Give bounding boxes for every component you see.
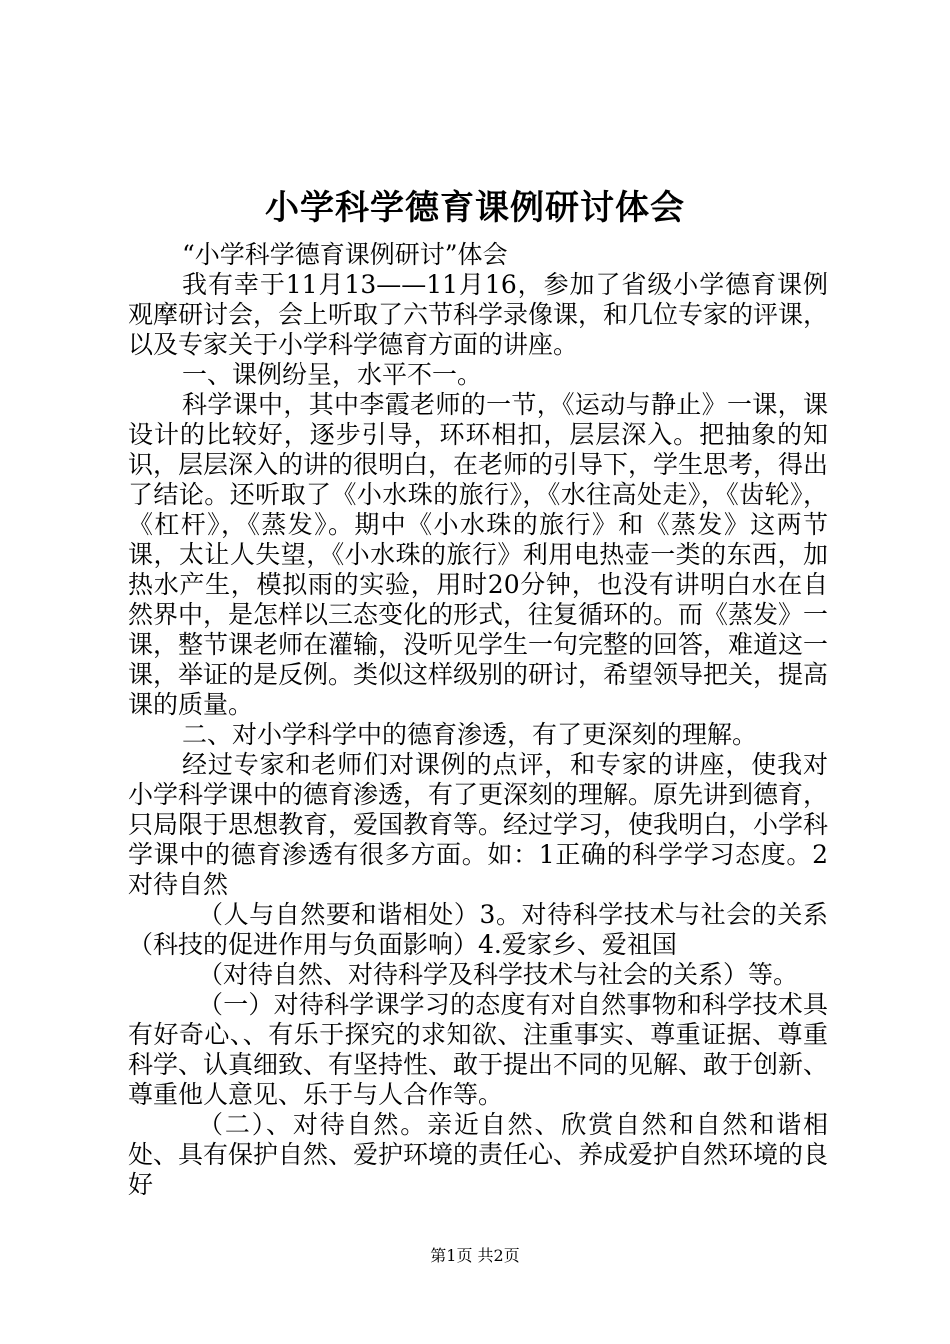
section-2-paragraph: 经过专家和老师们对课例的点评，和专家的讲座，使我对小学科学课中的德育渗透，有了更深刻的理解。原先讲到德育，只局限于思想教育，爱国教育等。经过学习，使我明白，小学科学课中的德育渗透有很多方面。如：1正确的科学学习态度。2对待自然 [128,750,829,899]
subsection-1-paragraph: （一）对待科学课学习的态度有对自然事物和科学技术具有好奇心、、有乐于探究的求知欲、注重事实、尊重证据、尊重科学、认真细致、有坚持性、敢于提出不同的见解、敢于创新、尊重他人意见、乐于与人合作等。 [128,990,829,1109]
document-title: 小学科学德育课例研讨体会 [265,188,685,228]
subsection-2-paragraph: （二）、对待自然。亲近自然、欣赏自然和自然和谐相处、具有保护自然、爱护环境的责任心、养成爱护自然环境的良好 [128,1110,829,1199]
section-2-summary: （对待自然、对待科学及科学技术与社会的关系）等。 [198,960,799,989]
section-heading-1: 一、课例纷呈，水平不一。 [182,360,483,389]
section-1-paragraph: 科学课中，其中李霞老师的一节，《运动与静止》一课，课设计的比较好，逐步引导，环环相扣，层层深入。把抽象的知识，层层深入的讲的很明白，在老师的引导下，学生思考，得出了结论。还听取了《小水珠的旅行》，《水往高处走》，《齿轮》，《杠杆》，《蒸发》。期中《小水珠的旅行》和《蒸发》这两节课，太让人失望，《小水珠的旅行》利用电热壶一类的东西，加热水产生，模拟雨的实验，用时20分钟，也没有讲明白水在自然界中，是怎样以三态变化的形式，往复循环的。而《蒸发》一课，整节课老师在灌输，没听见学生一句完整的回答，难道这一课，举证的是反例。类似这样级别的研讨，希望领导把关，提高课的质量。 [128,390,829,719]
intro-paragraph: 我有幸于11月13——11月16，参加了省级小学德育课例观摩研讨会，会上听取了六节科学录像课，和几位专家的评课，以及专家关于小学科学德育方面的讲座。 [128,270,829,359]
section-2-continuation: （人与自然要和谐相处）3。对待科学技术与社会的关系（科技的促进作用与负面影响）4.爱家乡、爱祖国 [128,900,828,959]
page-footer: 第1页 共2页 [430,1246,520,1265]
section-heading-2: 二、对小学科学中的德育渗透，有了更深刻的理解。 [182,720,758,749]
document-body [128,240,828,1200]
subtitle-paragraph: “小学科学德育课例研讨”体会 [182,240,508,269]
